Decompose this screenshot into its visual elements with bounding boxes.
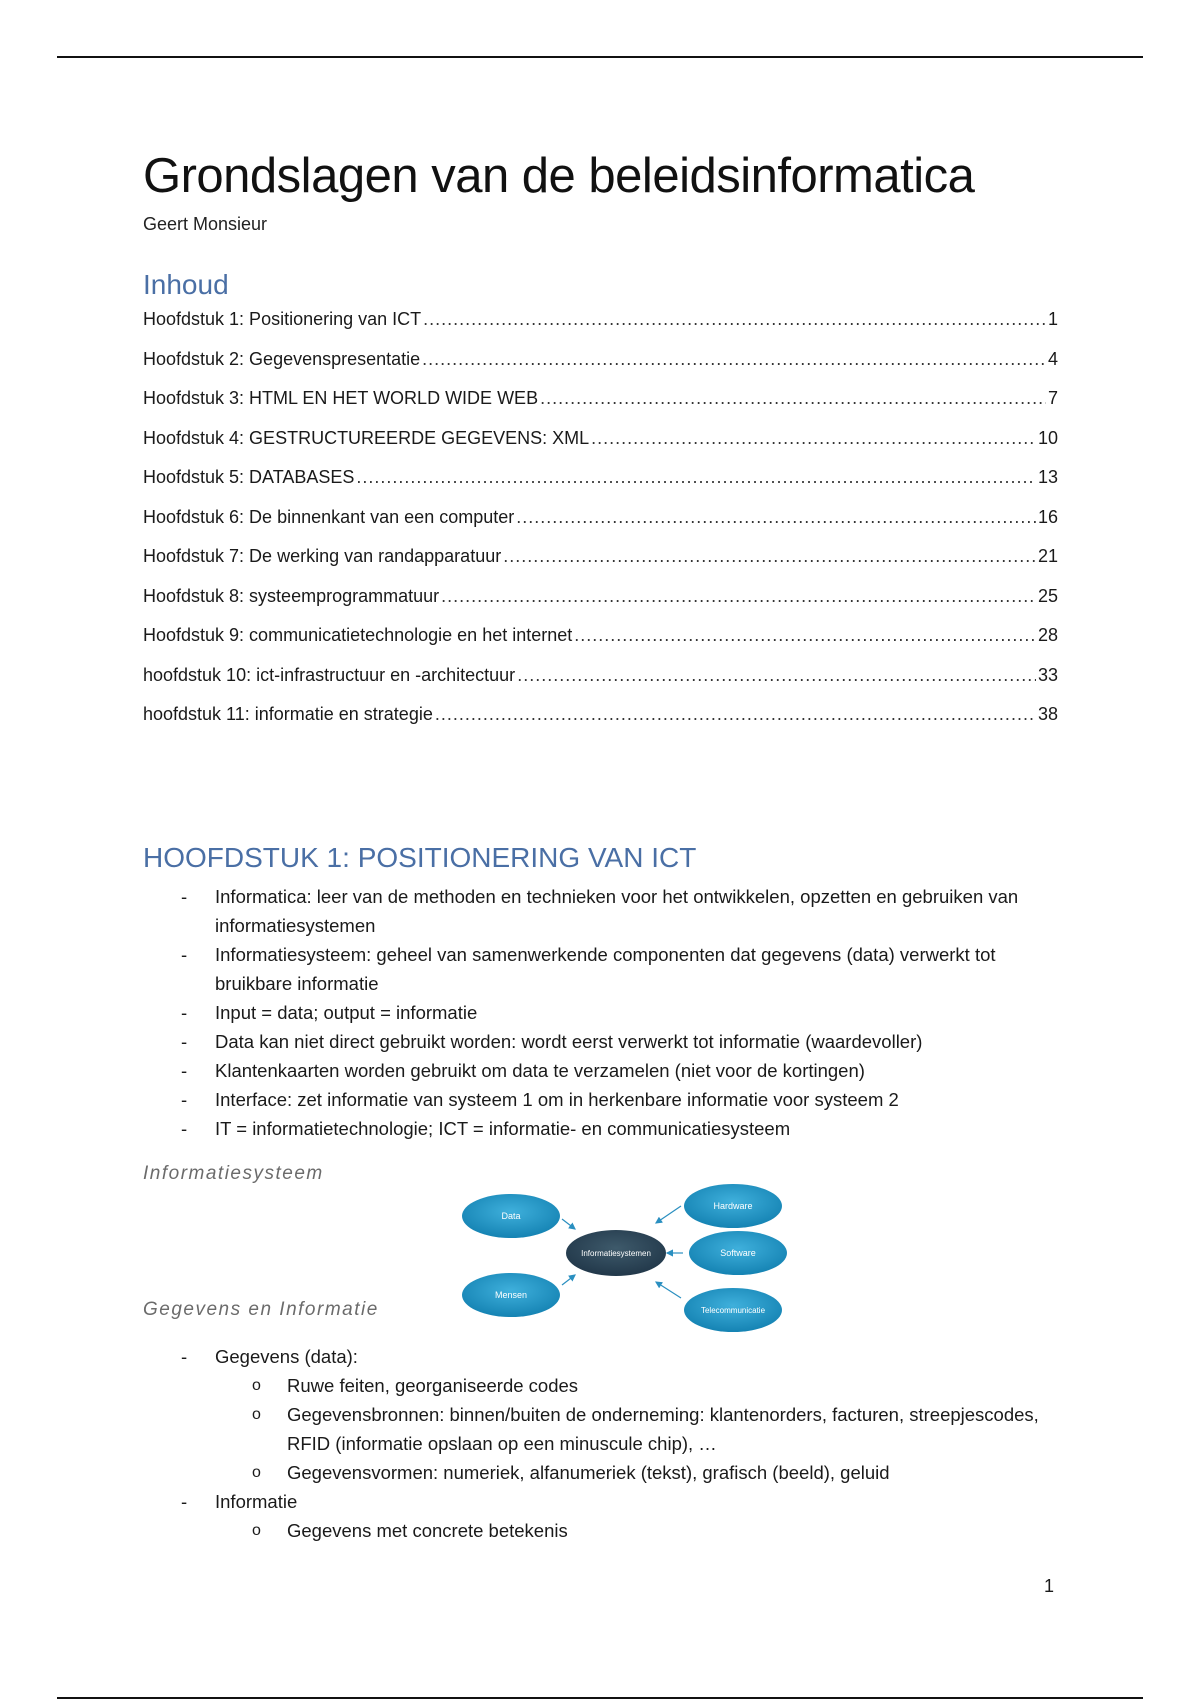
toc-entry[interactable] [143,388,1058,428]
node-telecommunicatie-label: Telecommunicatie [700,1306,766,1315]
gegevens-informatie-list [143,1342,1058,1545]
toc-leader-dots [422,349,1046,370]
toc-entry-label: Hoofdstuk 8: systeemprogrammatuur [143,585,440,606]
edge-telecom [656,1282,681,1298]
toc-entry-label: Hoofdstuk 3: HTML EN HET WORLD WIDE WEB [143,388,539,408]
toc-leader-dots [517,665,1036,686]
node-center-label: Informatiesystemen [581,1249,651,1258]
section-gegevens-heading: Gegevens en Informatie [143,1299,379,1320]
toc-entry-label: hoofdstuk 10: ict-infrastructuur en -architectuur [143,664,516,685]
page-number: 1 [1044,1576,1055,1596]
toc-entry-page: 28 [1037,625,1058,645]
edge-hardware [656,1206,681,1223]
toc-entry-page: 21 [1037,546,1058,566]
list-item: - Data kan niet direct gebruikt worden: wordt eerst verwerkt tot informatie (waardevoller) [181,1031,923,1052]
toc-leader-dots [435,704,1036,725]
toc-leader-dots [356,467,1036,488]
chapter-1-heading: HOOFDSTUK 1: POSITIONERING VAN ICT [143,842,697,873]
toc-entry[interactable] [143,625,1058,665]
list-item: - Informatica: leer van de methoden en technieken voor het ontwikkelen, opzetten en gebruiken van informatiesystemen [181,886,1019,936]
chapter-1-bullets [143,882,1058,1143]
list-item: - Informatie [181,1491,298,1512]
toc-entry-label: Hoofdstuk 5: DATABASES [143,467,355,487]
toc-leader-dots [574,625,1036,646]
node-hardware-label: Hardware [713,1201,753,1211]
document-author: Geert Monsieur [143,214,268,234]
toc-entry-label: Hoofdstuk 2: Gegevenspresentatie [143,348,421,369]
section-informatiesysteem-heading: Informatiesysteem [143,1163,324,1184]
list-item: - IT = informatietechnologie; ICT = informatie- en communicatiesysteem [181,1118,791,1139]
toc-entry[interactable] [143,467,1058,507]
list-item: - Input = data; output = informatie [181,1002,478,1023]
list-item: o Gegevensvormen: numeriek, alfanumeriek (tekst), grafisch (beeld), geluid [252,1462,890,1483]
toc-entry-page: 10 [1037,427,1058,448]
toc-entry[interactable] [143,349,1058,389]
list-item: o Ruwe feiten, georganiseerde codes [252,1375,579,1396]
list-item: o Gegevensbronnen: binnen/buiten de onderneming: klantenorders, facturen, streepjescodes, RFID (informatie opslaan op een minuscule chip), … [252,1404,1039,1454]
toc-entry[interactable] [143,665,1058,705]
toc-entry-label: Hoofdstuk 6: De binnenkant van een computer [143,506,515,527]
toc-leader-dots [441,586,1036,607]
toc-entry-label: Hoofdstuk 1: Positionering van ICT [143,309,422,329]
toc-entry[interactable] [143,428,1058,468]
list-item: o Gegevens met concrete betekenis [252,1520,568,1541]
toc-entry[interactable] [143,507,1058,547]
toc-entry-page: 16 [1037,506,1058,527]
document-title: Grondslagen van de beleidsinformatica [143,149,975,203]
list-item: - Gegevens (data): [181,1346,358,1367]
toc-entry-label: hoofdstuk 11: informatie en strategie [143,704,433,724]
list-item: - Informatiesysteem: geheel van samenwerkende componenten dat gegevens (data) verwerkt tot bruikbare informatie [181,944,996,994]
node-mensen-label: Mensen [494,1290,528,1300]
table-of-contents [143,309,1058,744]
toc-entry-label: Hoofdstuk 9: communicatietechnologie en het internet [143,625,573,645]
list-item: - Klantenkaarten worden gebruikt om data te verzamelen (niet voor de kortingen) [181,1060,865,1081]
edge-data [562,1219,575,1229]
toc-entry-label: Hoofdstuk 7: De werking van randapparatuur [143,546,502,566]
toc-leader-dots [591,428,1036,449]
toc-entry[interactable] [143,546,1058,586]
toc-leader-dots [423,309,1046,330]
toc-entry[interactable] [143,704,1058,744]
toc-entry-page: 38 [1037,704,1058,724]
toc-entry-page: 7 [1047,388,1058,408]
toc-leader-dots [540,388,1046,409]
top-rule [57,56,1143,58]
toc-leader-dots [516,507,1036,528]
toc-entry[interactable] [143,309,1058,349]
edge-mensen [562,1275,575,1285]
informatiesysteem-diagram [461,1182,791,1337]
toc-leader-dots [503,546,1036,567]
toc-entry-page: 33 [1037,664,1058,685]
list-item: - Interface: zet informatie van systeem 1 om in herkenbare informatie voor systeem 2 [181,1089,899,1110]
toc-entry-page: 13 [1037,467,1058,487]
bottom-rule [57,1697,1143,1699]
node-data-label: Data [501,1211,521,1221]
toc-entry-page: 1 [1047,309,1058,329]
toc-entry-page: 25 [1037,585,1058,606]
toc-entry-label: Hoofdstuk 4: GESTRUCTUREERDE GEGEVENS: XML [143,427,590,448]
toc-entry[interactable] [143,586,1058,626]
toc-heading: Inhoud [143,269,229,300]
toc-entry-page: 4 [1047,348,1058,369]
node-software-label: Software [720,1248,756,1258]
